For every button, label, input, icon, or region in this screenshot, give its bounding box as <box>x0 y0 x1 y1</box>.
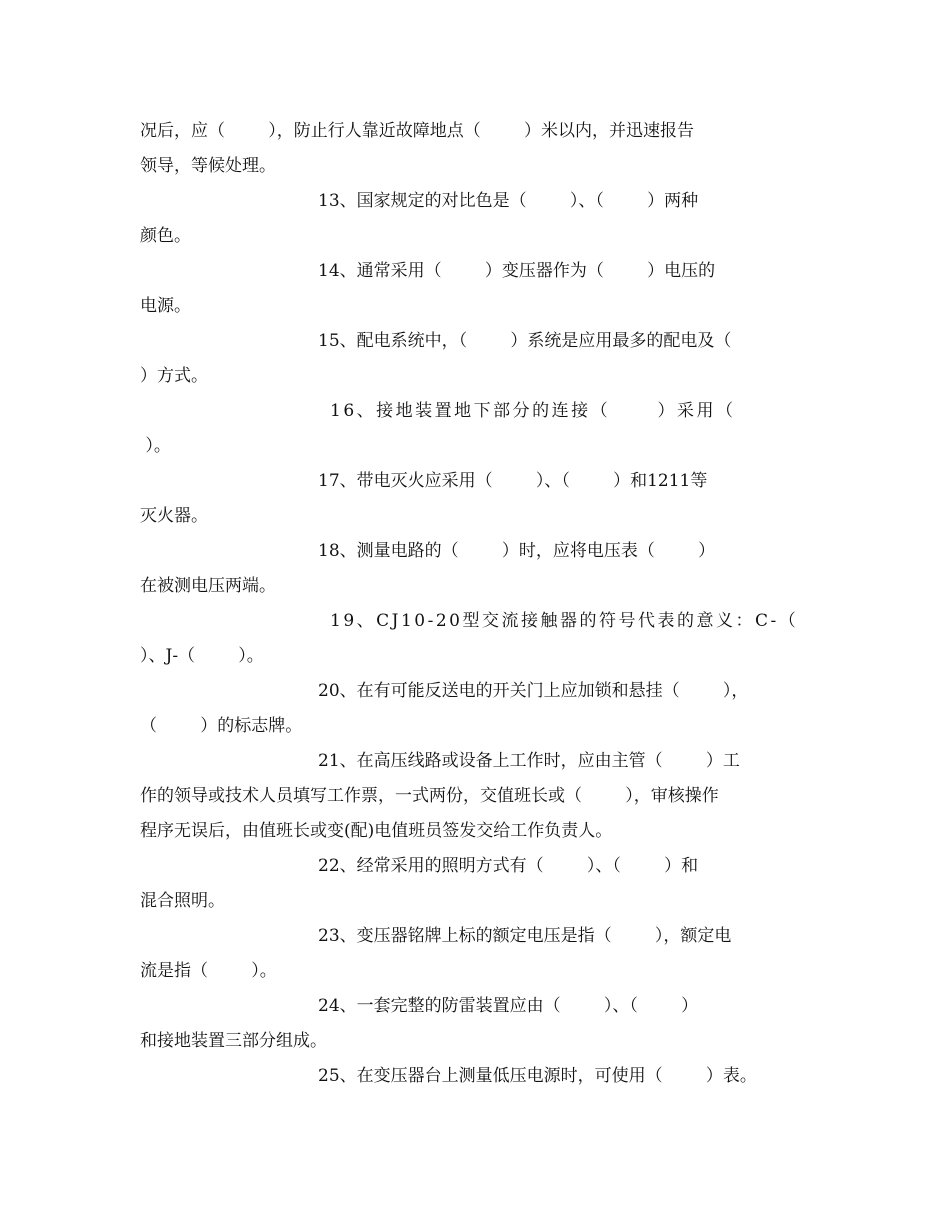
text-line: 颜色。 <box>140 226 191 246</box>
question-14: 14、通常采用（ ）变压器作为（ ）电压的 <box>318 261 716 281</box>
text-line: ）、J-（ ）。 <box>140 646 264 666</box>
text-line: 电源。 <box>140 296 191 316</box>
question-20: 20、在有可能反送电的开关门上应加锁和悬挂（ ）， <box>318 681 749 701</box>
question-17: 17、带电灭火应采用（ ）、（ ）和1211等 <box>318 471 708 491</box>
question-13: 13、国家规定的对比色是（ ）、（ ）两种 <box>318 191 699 211</box>
question-25: 25、在变压器台上测量低压电源时，可使用（ ）表。 <box>318 1066 757 1086</box>
question-22: 22、经常采用的照明方式有（ ）、（ ）和 <box>318 856 699 876</box>
question-15: 15、配电系统中，（ ）系统是应用最多的配电及（ <box>318 331 732 351</box>
text-line: 混合照明。 <box>140 891 225 911</box>
question-16: 16、接地装置地下部分的连接（ ）采用（ <box>330 401 736 421</box>
text-line: ）方式。 <box>140 366 208 386</box>
question-21: 21、在高压线路或设备上工作时，应由主管（ ）工 <box>318 751 740 771</box>
question-19: 19、CJ10-20型交流接触器的符号代表的意义：C-（ <box>330 611 799 631</box>
question-24: 24、一套完整的防雷装置应由（ ）、（ ） <box>318 996 699 1016</box>
text-line: 灭火器。 <box>140 506 208 526</box>
text-line: 流是指（ ）。 <box>140 961 277 981</box>
text-line: 在被测电压两端。 <box>140 576 276 596</box>
text-line: （ ）的标志牌。 <box>140 716 303 736</box>
text-line: 程序无误后，由值班长或变(配)电值班员签发交给工作负责人。 <box>140 821 613 841</box>
question-23: 23、变压器铭牌上标的额定电压是指（ ），额定电 <box>318 926 732 946</box>
text-line: 作的领导或技术人员填写工作票，一式两份，交值班长或（ ），审核操作 <box>140 786 719 806</box>
text-line: 和接地装置三部分组成。 <box>140 1031 327 1051</box>
text-line: ）。 <box>140 436 171 456</box>
text-line: 领导，等候处理。 <box>140 156 276 176</box>
question-18: 18、测量电路的（ ）时，应将电压表（ ） <box>318 541 716 561</box>
text-line: 况后，应（ ），防止行人靠近故障地点（ ）米以内，并迅速报告 <box>140 121 694 141</box>
